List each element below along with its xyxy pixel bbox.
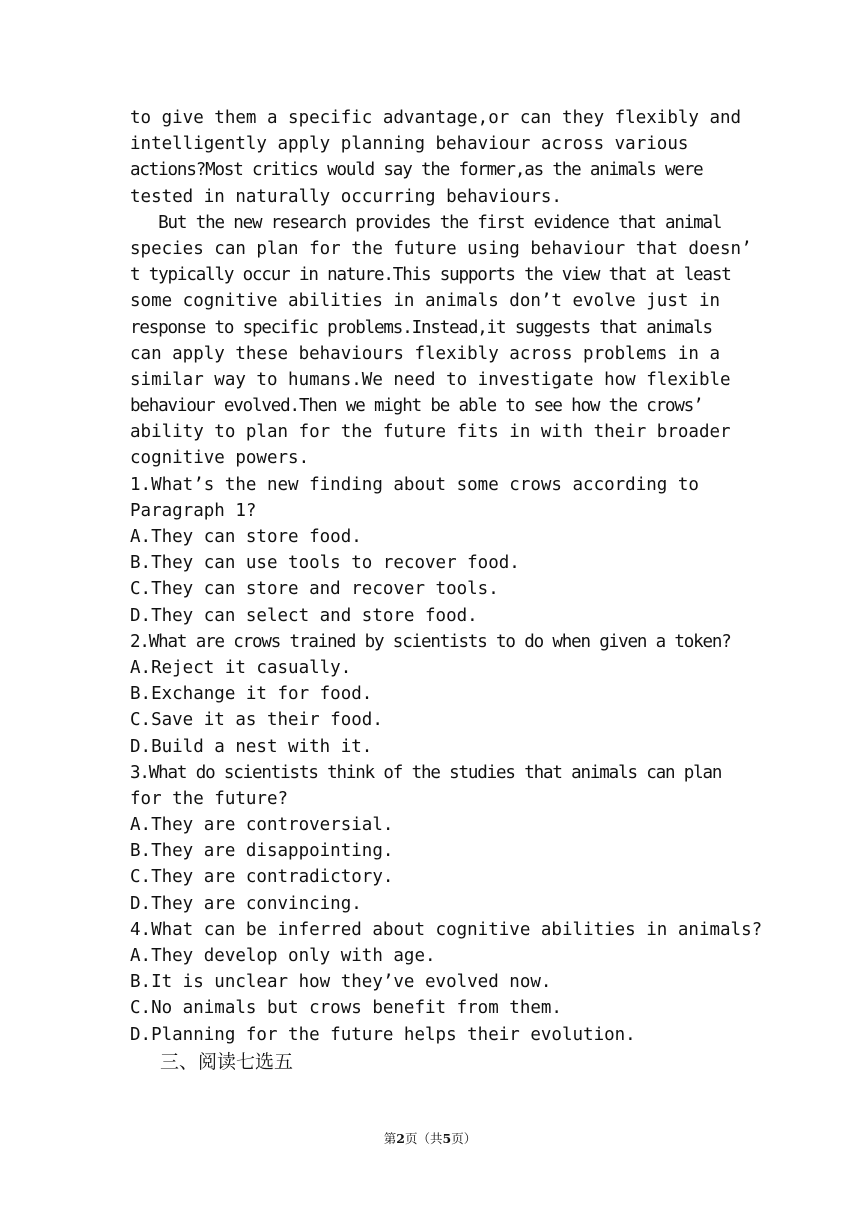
- option-c: C.They can store and recover tools.: [130, 579, 499, 600]
- question-4: [130, 917, 763, 1048]
- option-d: D.They are convincing.: [130, 893, 362, 914]
- question-stem: Paragraph 1?: [130, 500, 257, 521]
- passage-line: actions?Most critics would say the former,as the animals were: [130, 160, 703, 181]
- question-1: [130, 472, 735, 629]
- footer-page-number: 2: [396, 1131, 405, 1146]
- passage-line: species can plan for the future using behaviour that doesn’: [130, 238, 752, 259]
- passage-line: some cognitive abilities in animals don’t evolve just in: [130, 291, 721, 312]
- question-3: [130, 760, 735, 917]
- question-stem: 1.What’s the new finding about some crows according to: [130, 474, 699, 495]
- option-b: B.They are disappointing.: [130, 841, 394, 862]
- passage-line: to give them a specific advantage,or can they flexibly and: [130, 108, 742, 128]
- passage-line: tested in naturally occurring behaviours.: [130, 186, 562, 207]
- question-stem: 4.What can be inferred about cognitive abilities in animals?: [130, 919, 763, 940]
- page-footer: [0, 1129, 860, 1147]
- passage-line: can apply these behaviours flexibly across problems in a: [130, 343, 721, 364]
- option-d: D.Planning for the future helps their evolution.: [130, 1024, 636, 1045]
- passage-line: behaviour evolved.Then we might be able to see how the crows’: [130, 396, 703, 417]
- question-stem: 2.What are crows trained by scientists to do when given a token?: [130, 631, 731, 652]
- option-a: A.They develop only with age.: [130, 946, 436, 966]
- option-c: C.Save it as their food.: [130, 710, 383, 731]
- question-stem: for the future?: [130, 788, 289, 809]
- passage-line: similar way to humans.We need to investigate how flexible: [130, 369, 731, 390]
- option-c: C.No animals but crows benefit from them.: [130, 998, 562, 1019]
- passage-line: ability to plan for the future fits in with their broader: [130, 422, 731, 443]
- question-2: [130, 629, 735, 760]
- option-d: D.Build a nest with it.: [130, 736, 373, 757]
- page-content: [130, 105, 763, 1075]
- option-c: C.They are contradictory.: [130, 867, 394, 888]
- passage-line: intelligently apply planning behaviour across various: [130, 134, 689, 155]
- option-b: B.Exchange it for food.: [130, 684, 373, 705]
- question-stem: 3.What do scientists think of the studies that animals can plan: [130, 762, 722, 783]
- footer-total-pages: 5: [442, 1131, 452, 1146]
- section-heading: 三、阅读七选五: [160, 1050, 294, 1073]
- passage-line: cognitive powers.: [130, 448, 310, 469]
- passage-line: But the new research provides the first evidence that animal: [130, 212, 722, 233]
- footer-prefix: 第: [383, 1131, 397, 1146]
- passage-line: t typically occur in nature.This supports the view that at least: [130, 265, 731, 286]
- option-b: B.They can use tools to recover food.: [130, 553, 520, 574]
- option-a: A.They are controversial.: [130, 815, 394, 836]
- option-a: A.Reject it casually.: [130, 657, 352, 678]
- option-d: D.They can select and store food.: [130, 605, 478, 626]
- passage-line: response to specific problems.Instead,it suggests that animals: [130, 317, 712, 338]
- option-a: A.They can store food.: [130, 527, 362, 547]
- footer-suffix: 页）: [451, 1131, 477, 1146]
- option-b: B.It is unclear how they’ve evolved now.: [130, 972, 552, 993]
- footer-middle: 页（共: [404, 1131, 443, 1146]
- passage: [130, 105, 752, 472]
